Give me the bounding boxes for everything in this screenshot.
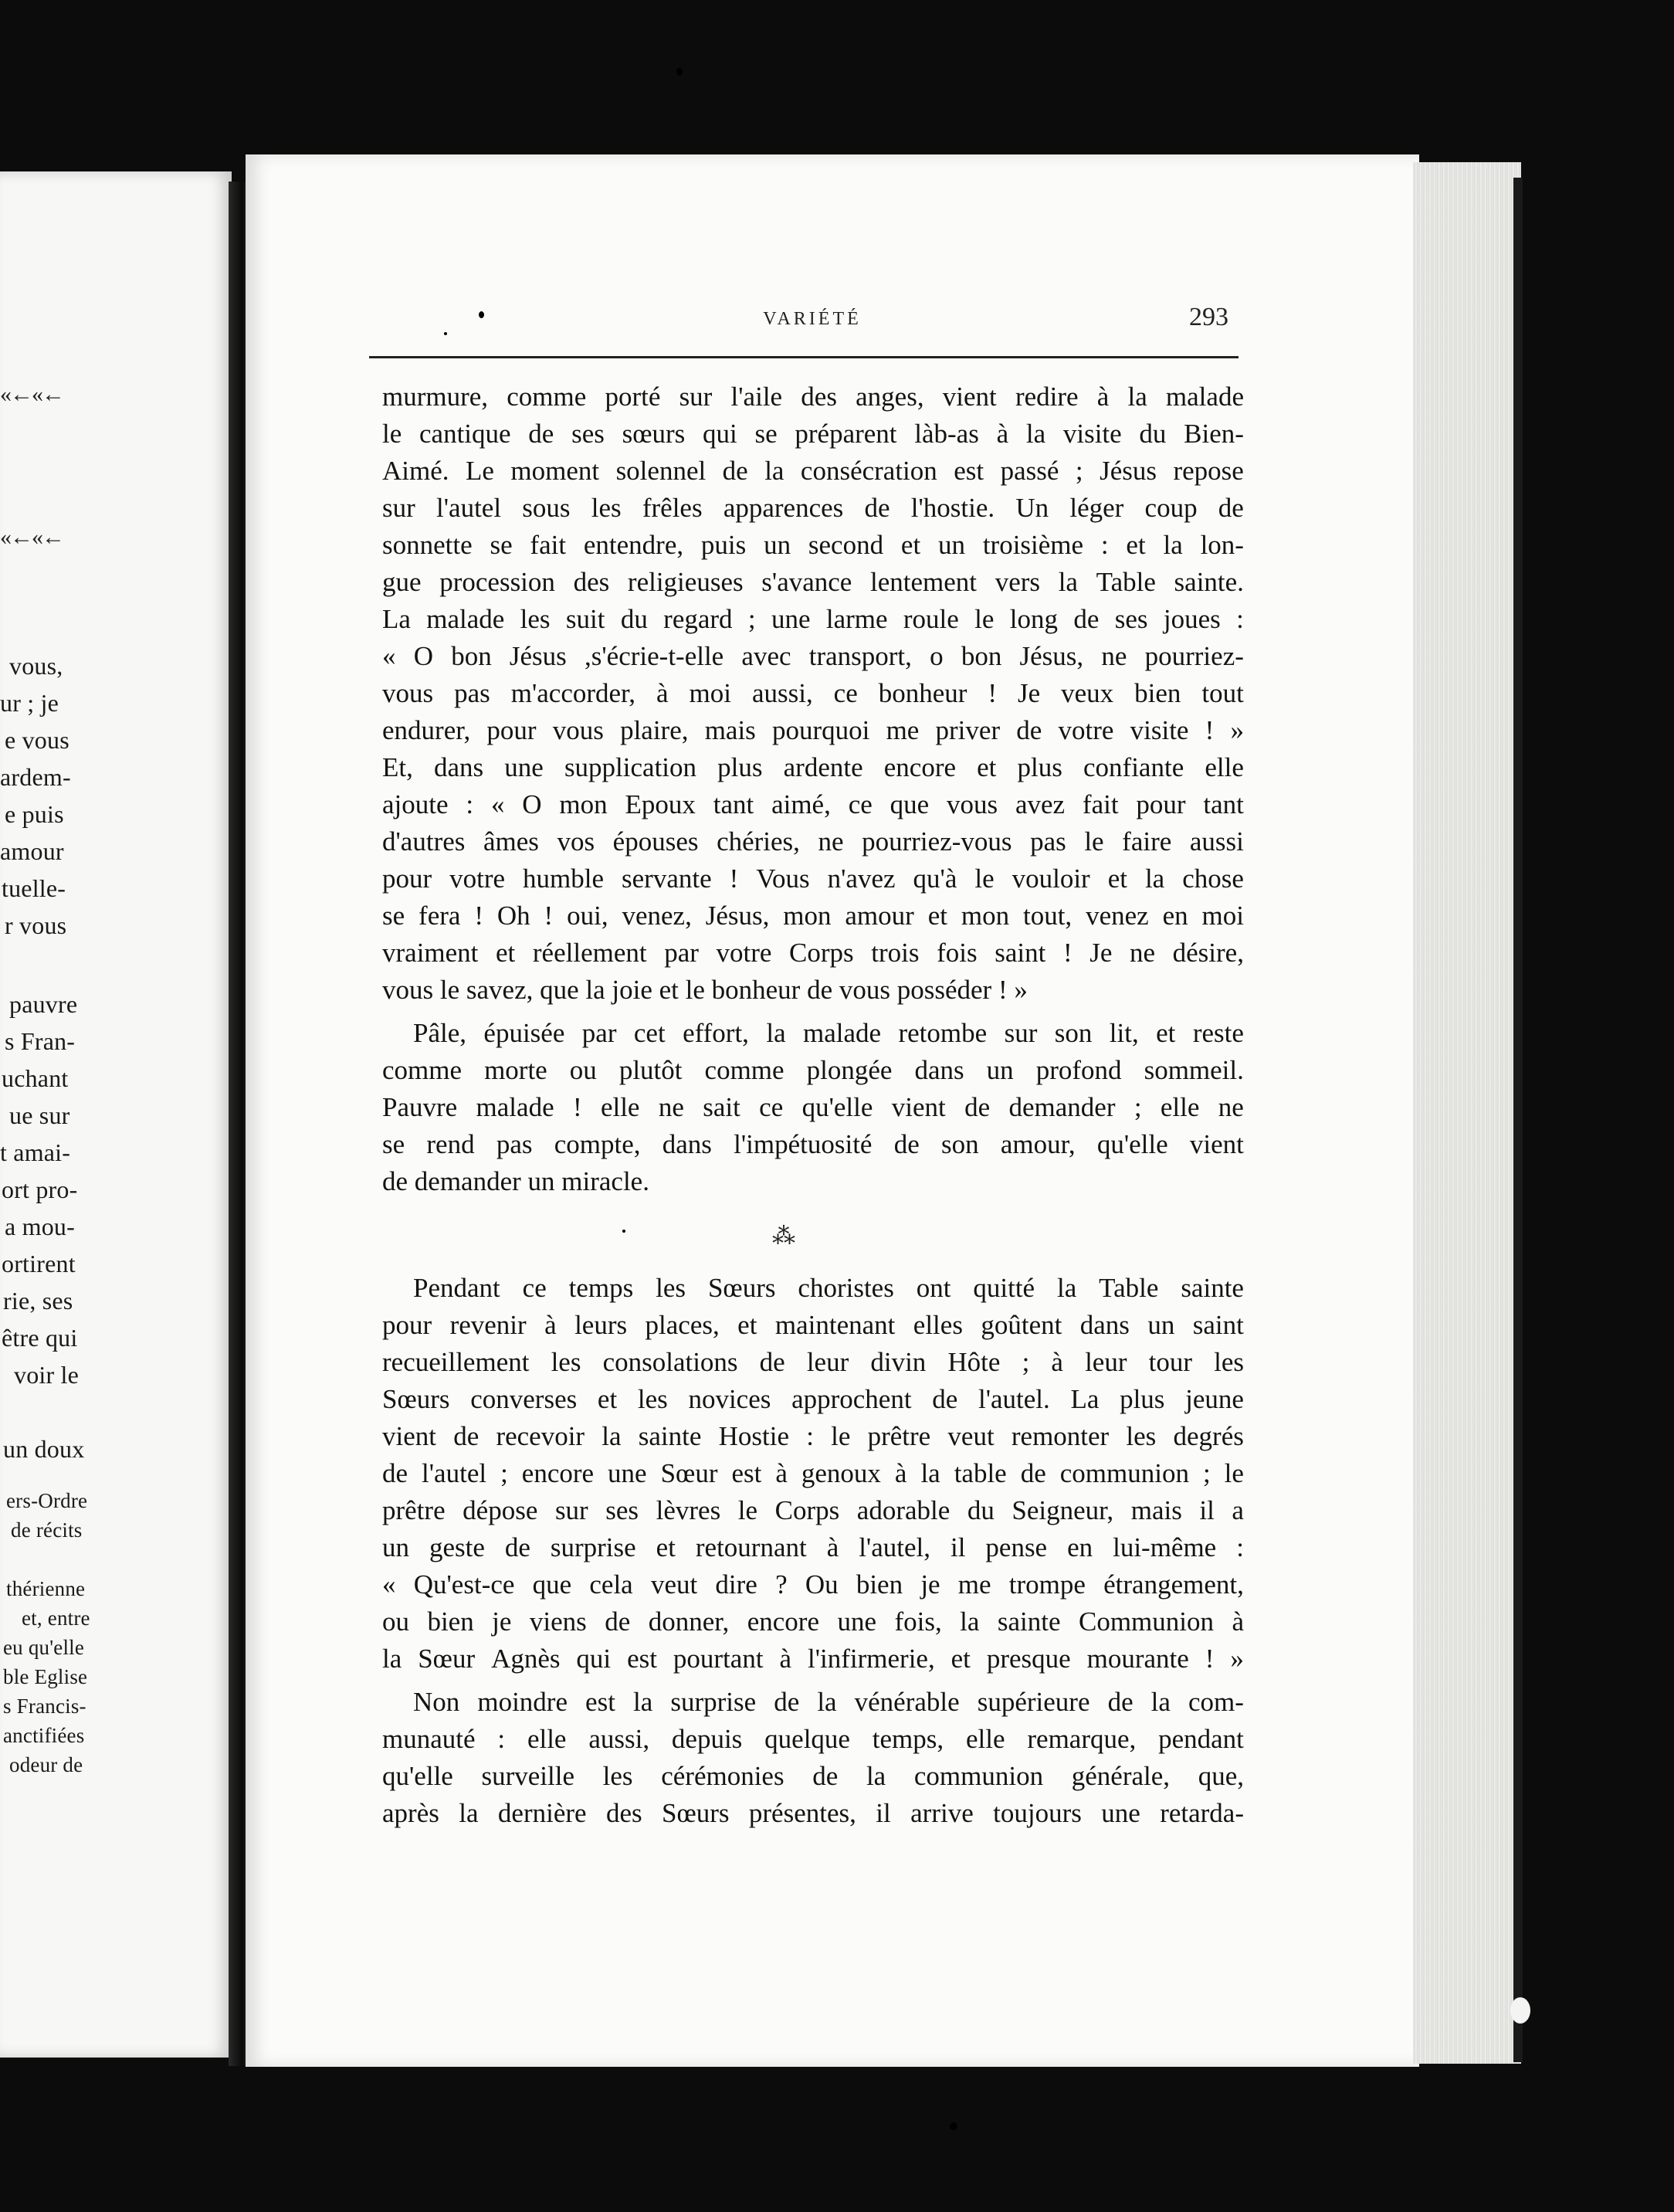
- text-line: recueillement les consolations de leur divin Hôte ; à leur tour les: [382, 1347, 1244, 1377]
- text-line: ou bien je viens de donner, encore une fois, la sainte Communion à: [382, 1606, 1244, 1637]
- left-line: rie, ses: [3, 1287, 73, 1315]
- page-number: 293: [1189, 303, 1228, 331]
- left-footnote-line: et, entre: [22, 1606, 90, 1630]
- text-line: « Qu'est-ce que cela veut dire ? Ou bien je me trompe étrangement,: [382, 1569, 1244, 1600]
- left-line: pauvre: [9, 990, 78, 1018]
- left-footnote-line: ble Eglise: [3, 1665, 88, 1688]
- left-page: [0, 171, 232, 2058]
- ornament-top: «←«←: [0, 382, 63, 407]
- left-footnote-line: odeur de: [9, 1753, 83, 1776]
- text-line: comme morte ou plutôt comme plongée dans un profond sommeil.: [382, 1055, 1244, 1085]
- left-line: ortirent: [2, 1250, 76, 1277]
- text-line: de demander un miracle.: [382, 1166, 649, 1196]
- text-line: vient de recevoir la sainte Hostie : le prêtre veut remonter les degrés: [382, 1421, 1244, 1451]
- running-title: VARIÉTÉ: [763, 309, 862, 329]
- text-line: sonnette se fait entendre, puis un second et un troisième : et la lon-: [382, 530, 1244, 560]
- text-line: d'autres âmes vos épouses chéries, ne pourriez-vous pas le faire aussi: [382, 826, 1244, 857]
- text-line: Non moindre est la surprise de la vénérable supérieure de la com-: [413, 1687, 1244, 1717]
- text-line: se rend pas compte, dans l'impétuosité de son amour, qu'elle vient: [382, 1129, 1244, 1159]
- left-line: a mou-: [5, 1213, 75, 1240]
- left-line: ort pro-: [2, 1176, 78, 1203]
- text-line: se fera ! Oh ! oui, venez, Jésus, mon amour et mon tout, venez en moi: [382, 901, 1244, 931]
- left-footnote-line: de récits: [11, 1518, 83, 1542]
- text-line: vraiment et réellement par votre Corps trois fois saint ! Je ne désire,: [382, 938, 1244, 968]
- text-line: pour revenir à leurs places, et maintenant elles goûtent dans un saint: [382, 1310, 1244, 1340]
- text-line: Sœurs converses et les novices approchent de l'autel. La plus jeune: [382, 1384, 1244, 1414]
- scan-speck: [622, 1230, 625, 1233]
- text-line: gue procession des religieuses s'avance lentement vers la Table sainte.: [382, 567, 1244, 597]
- text-line: La malade les suit du regard ; une larme roule le long de ses joues :: [382, 604, 1244, 634]
- text-line: vous pas m'accorder, à moi aussi, ce bonheur ! Je veux bien tout: [382, 678, 1244, 708]
- scan-speck: [950, 2122, 957, 2130]
- left-line: e puis: [5, 800, 64, 828]
- text-line: après la dernière des Sœurs présentes, il arrive toujours une retarda-: [382, 1798, 1244, 1828]
- left-footnote-line: anctifiées: [3, 1724, 85, 1747]
- left-line: être qui: [2, 1324, 78, 1352]
- text-line: sur l'autel sous les frêles apparences de l'hostie. Un léger coup de: [382, 493, 1244, 523]
- text-line: le cantique de ses sœurs qui se préparent làb-as à la visite du Bien-: [382, 419, 1244, 449]
- text-line: la Sœur Agnès qui est pourtant à l'infirmerie, et presque mourante ! »: [382, 1644, 1244, 1674]
- left-footnote-line: thérienne: [6, 1577, 86, 1600]
- left-line: r vous: [5, 911, 67, 939]
- left-line: e vous: [5, 726, 69, 754]
- text-line: prêtre dépose sur ses lèvres le Corps adorable du Seigneur, mais il a: [382, 1495, 1244, 1525]
- left-line: amour: [0, 837, 64, 865]
- scan-speck: [1510, 1997, 1530, 2024]
- scan-speck: [676, 68, 683, 76]
- left-line: voir le: [14, 1361, 80, 1389]
- left-footnote-line: s Francis-: [3, 1695, 86, 1718]
- text-line: un geste de surprise et retournant à l'autel, il pense en lui-même :: [382, 1532, 1244, 1562]
- text-line: ajoute : « O mon Epoux tant aimé, ce que vous avez fait pour tant: [382, 789, 1244, 819]
- header-rule: [369, 356, 1239, 358]
- text-line: Pendant ce temps les Sœurs choristes ont quitté la Table sainte: [413, 1273, 1244, 1303]
- text-line: qu'elle surveille les cérémonies de la communion générale, que,: [382, 1761, 1244, 1791]
- left-line: uchant: [2, 1064, 69, 1092]
- left-line: ur ; je: [0, 689, 59, 717]
- left-line: ue sur: [9, 1101, 70, 1129]
- left-line: t amai-: [0, 1138, 71, 1166]
- left-footnote-line: eu qu'elle: [3, 1636, 85, 1659]
- text-line: Pauvre malade ! elle ne sait ce qu'elle vient de demander ; elle ne: [382, 1092, 1244, 1122]
- text-line: de l'autel ; encore une Sœur est à genoux à la table de communion ; le: [382, 1458, 1244, 1488]
- left-footnote-line: ers-Ordre: [6, 1489, 88, 1512]
- text-line: pour votre humble servante ! Vous n'avez qu'à le vouloir et la chose: [382, 863, 1244, 894]
- ornament-bottom: «←«←: [0, 524, 63, 550]
- scan-speck: [479, 311, 484, 318]
- text-line: « O bon Jésus ,s'écrie-t-elle avec transport, o bon Jésus, ne pourriez-: [382, 641, 1244, 671]
- text-line: Pâle, épuisée par cet effort, la malade retombe sur son lit, et reste: [413, 1018, 1244, 1048]
- text-line: murmure, comme porté sur l'aile des anges, vient redire à la malade: [382, 382, 1244, 412]
- left-line: ardem-: [0, 763, 71, 791]
- text-line: Aimé. Le moment solennel de la consécration est passé ; Jésus repose: [382, 456, 1244, 486]
- scan-speck: [444, 332, 447, 335]
- page-edge-shadow: [1513, 178, 1523, 2062]
- text-line: vous le savez, que la joie et le bonheur de vous posséder ! »: [382, 975, 1028, 1005]
- section-asterism: ⁂: [772, 1223, 795, 1249]
- left-line: vous,: [9, 652, 63, 680]
- left-line: s Fran-: [5, 1027, 76, 1055]
- text-line: munauté : elle aussi, depuis quelque temps, elle remarque, pendant: [382, 1724, 1244, 1754]
- left-line: un doux: [3, 1435, 85, 1463]
- left-line: tuelle-: [2, 874, 66, 902]
- text-line: Et, dans une supplication plus ardente encore et plus confiante elle: [382, 752, 1244, 782]
- page-edge: [1413, 162, 1521, 2064]
- text-line: endurer, pour vous plaire, mais pourquoi me priver de votre visite ! »: [382, 715, 1244, 745]
